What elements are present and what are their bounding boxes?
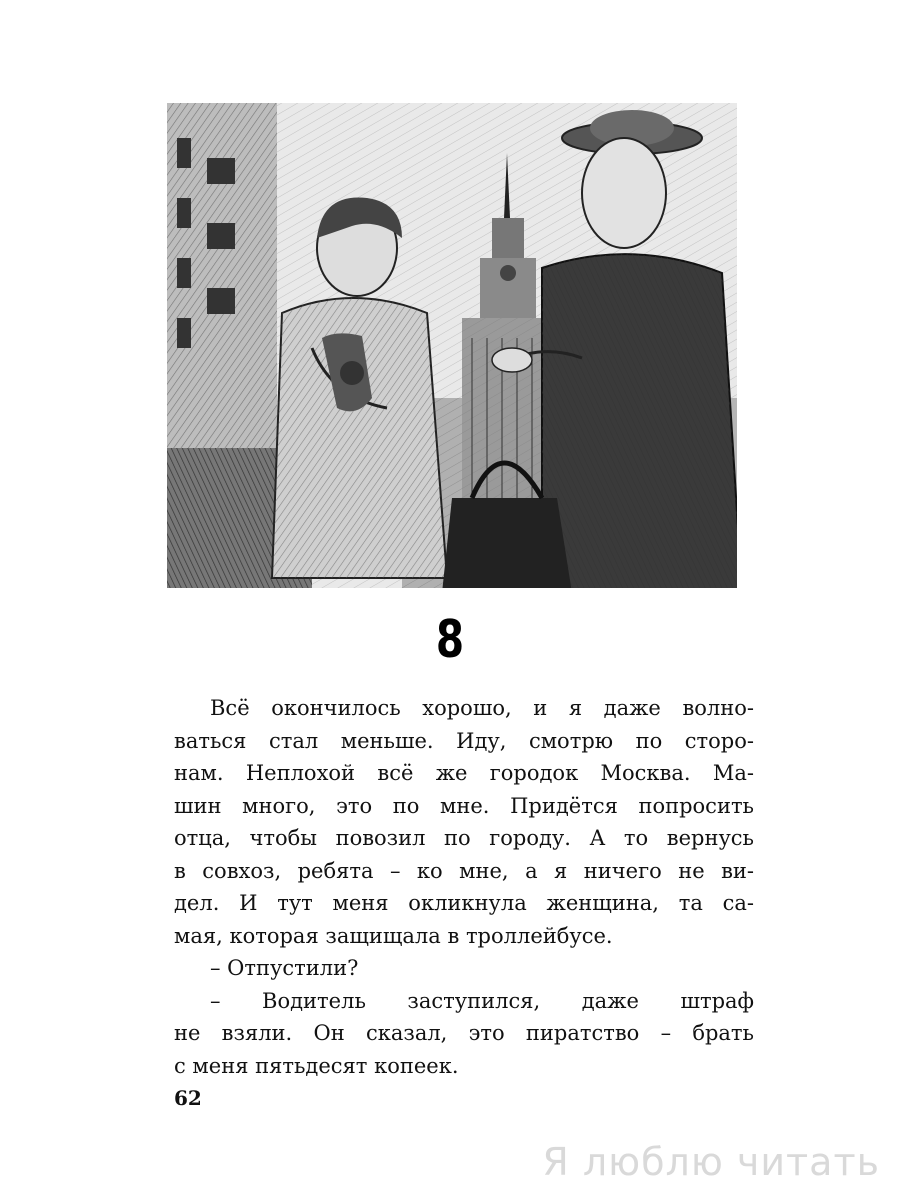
page-number: 62	[174, 1086, 202, 1110]
text-line: дел. И тут меня окликнула женщина, та са-	[174, 891, 754, 915]
text-line: нам. Неплохой всё же городок Москва. Ма-	[174, 761, 754, 785]
text-line: в совхоз, ребята – ко мне, а я ничего не ви-	[174, 858, 754, 883]
text-line: мая, которая защищала в троллейбусе.	[174, 923, 613, 948]
watermark: Я люблю читать	[542, 1140, 880, 1184]
dialogue-line: – Отпустили?	[210, 956, 359, 980]
text-line: отца, чтобы повозил по городу. А то вернусь	[174, 826, 754, 850]
illustration-sketch	[162, 98, 742, 593]
text-line: шин много, это по мне. Придётся попросить	[174, 793, 754, 818]
text-line: ваться стал меньше. Иду, смотрю по сторо-	[174, 728, 754, 753]
text-line: не взяли. Он сказал, это пиратство – брать	[174, 1021, 754, 1045]
chapter-number: 8	[435, 610, 465, 670]
text-line: с меня пятьдесят копеек.	[174, 1053, 459, 1078]
text-line: Всё окончилось хорошо, и я даже волно-	[210, 696, 754, 720]
body-text	[174, 692, 754, 1082]
dialogue-line: – Водитель заступился, даже штраф	[210, 988, 754, 1013]
chapter-illustration	[162, 98, 742, 593]
